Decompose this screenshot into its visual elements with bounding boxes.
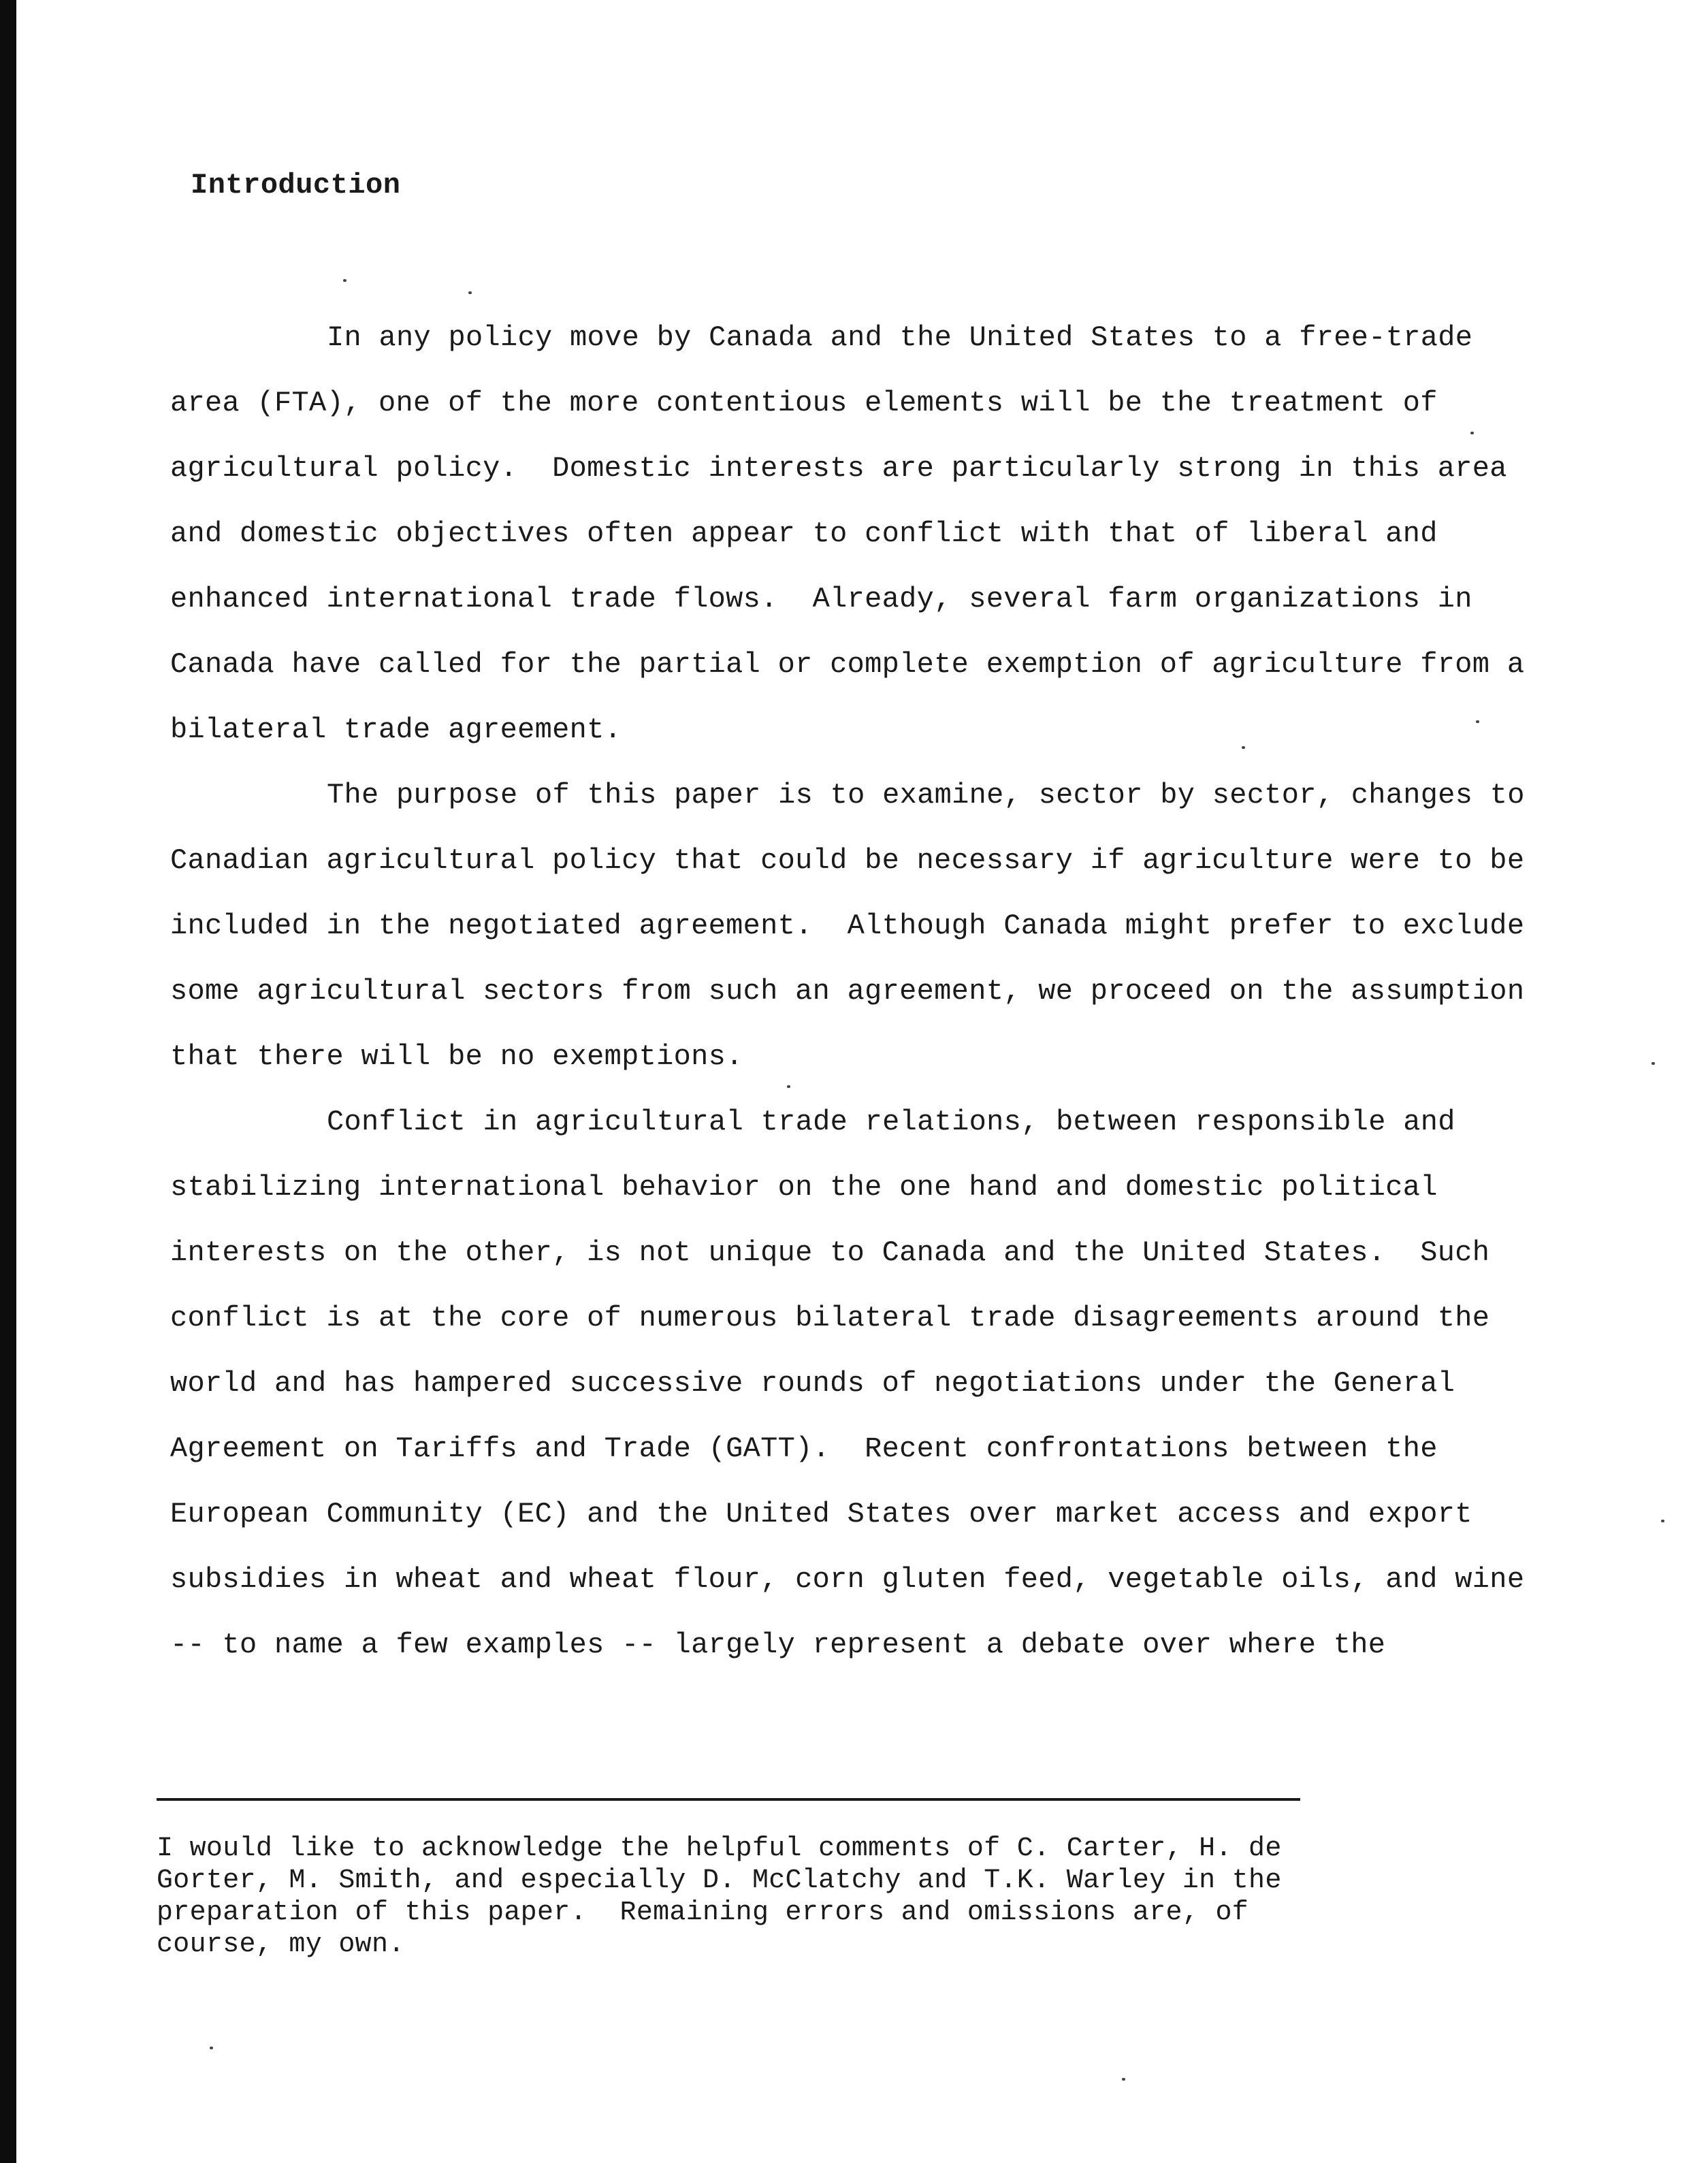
scan-speck: [210, 2047, 213, 2049]
text-line: Canada have called for the partial or complete exemption of agriculture from a: [170, 648, 1525, 681]
text-line: agricultural policy. Domestic interests are particularly strong in this area: [170, 452, 1507, 485]
text-line: Canadian agricultural policy that could be necessary if agriculture were to be: [170, 844, 1525, 877]
scan-speck: [468, 291, 472, 294]
scan-speck: [1661, 1520, 1664, 1522]
text-line: some agricultural sectors from such an agreement, we proceed on the assumption: [170, 975, 1525, 1008]
footnote-line: course, my own.: [157, 1929, 405, 1960]
footnote-rule: [157, 1798, 1300, 1801]
text-line: Agreement on Tariffs and Trade (GATT). Recent confrontations between the: [170, 1432, 1438, 1465]
body-text: [170, 305, 1525, 1678]
scan-speck: [1122, 2078, 1125, 2081]
text-line: bilateral trade agreement.: [170, 714, 622, 746]
text-line: In any policy move by Canada and the United States to a free-trade: [327, 321, 1473, 354]
text-line: stabilizing international behavior on the one hand and domestic political: [170, 1171, 1438, 1204]
footnote: [157, 1833, 1282, 1961]
scan-border: [0, 0, 16, 2163]
scan-speck: [1651, 1062, 1655, 1065]
text-line: European Community (EC) and the United States over market access and export: [170, 1498, 1472, 1531]
scan-speck: [343, 279, 347, 282]
text-line: interests on the other, is not unique to Canada and the United States. Such: [170, 1236, 1490, 1269]
text-line: Conflict in agricultural trade relations, between responsible and: [327, 1106, 1455, 1138]
text-line: -- to name a few examples -- largely represent a debate over where the: [170, 1629, 1386, 1661]
text-line: that there will be no exemptions.: [170, 1040, 743, 1073]
scan-speck: [1470, 432, 1474, 434]
text-line: area (FTA), one of the more contentious elements will be the treatment of: [170, 387, 1438, 419]
text-line: world and has hampered successive rounds of negotiations under the General: [170, 1367, 1455, 1400]
scan-speck: [1242, 746, 1245, 749]
footnote-line: Gorter, M. Smith, and especially D. McClatchy and T.K. Warley in the: [157, 1865, 1282, 1896]
text-line: conflict is at the core of numerous bilateral trade disagreements around the: [170, 1302, 1490, 1334]
scan-speck: [787, 1085, 790, 1088]
text-line: enhanced international trade flows. Already, several farm organizations in: [170, 583, 1472, 615]
text-line: included in the negotiated agreement. Although Canada might prefer to exclude: [170, 910, 1525, 942]
section-heading: Introduction: [191, 169, 401, 202]
footnote-line: I would like to acknowledge the helpful comments of C. Carter, H. de: [157, 1833, 1282, 1864]
text-line: and domestic objectives often appear to conflict with that of liberal and: [170, 517, 1438, 550]
text-line: subsidies in wheat and wheat flour, corn gluten feed, vegetable oils, and wine: [170, 1563, 1525, 1596]
scan-speck: [1476, 720, 1479, 723]
footnote-line: preparation of this paper. Remaining errors and omissions are, of: [157, 1897, 1249, 1928]
text-line: The purpose of this paper is to examine, sector by sector, changes to: [327, 779, 1525, 812]
